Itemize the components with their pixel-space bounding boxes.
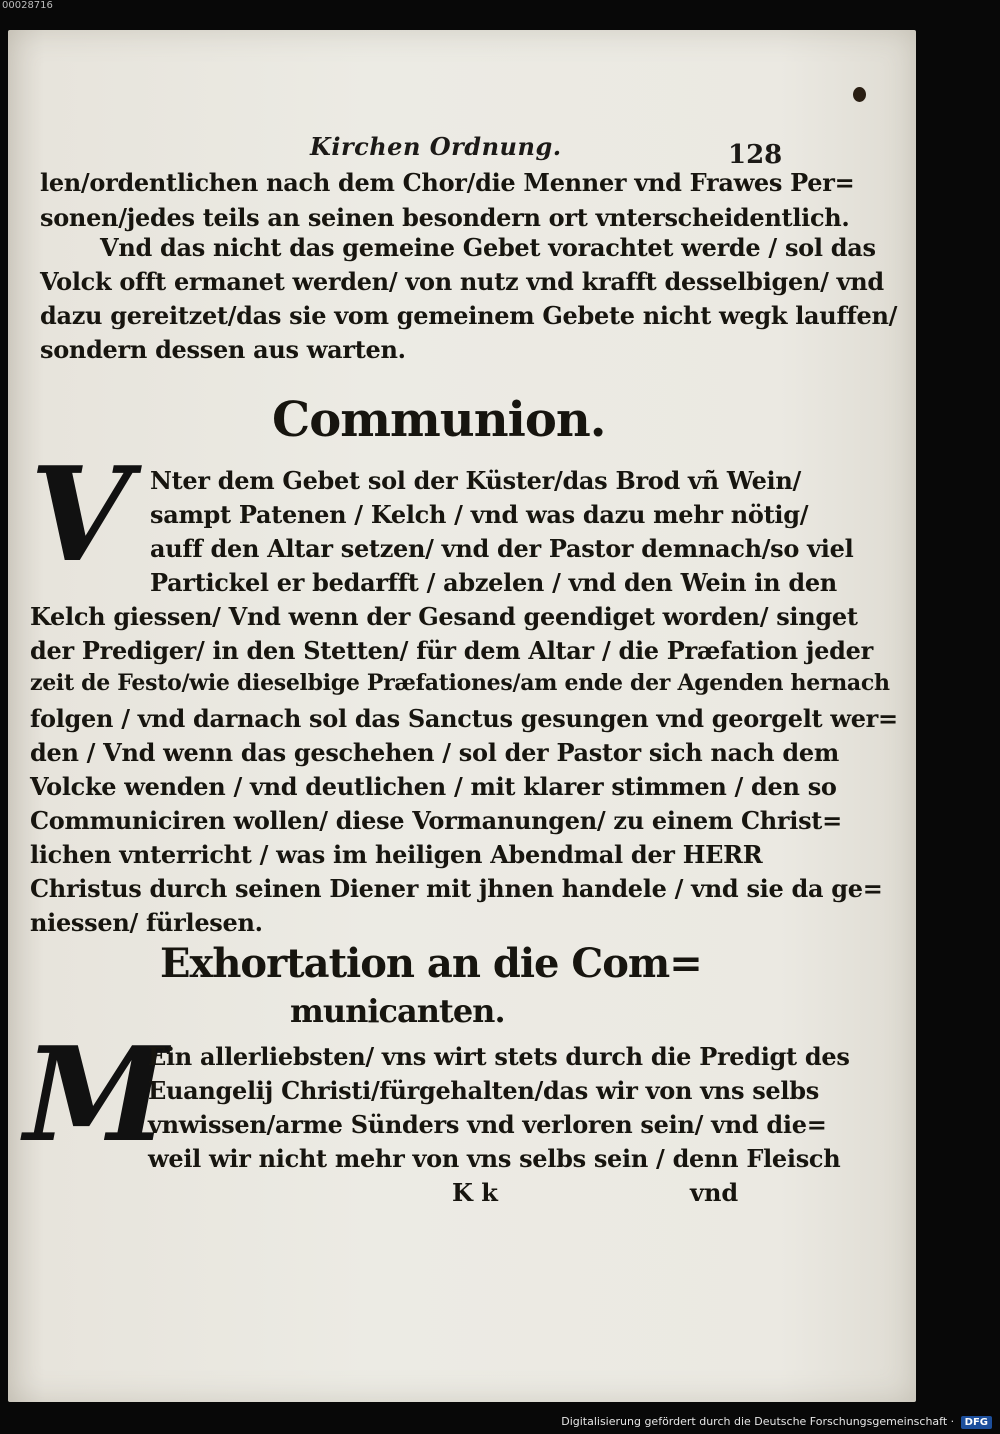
text-line: Partickel er bedarfft / abzelen / vnd den Wein in den bbox=[150, 568, 837, 597]
section-heading-exhortation: Exhortation an die Com= bbox=[160, 940, 702, 987]
digitization-credit: Digitalisierung gefördert durch die Deutsche Forschungsgemeinschaft · DFG bbox=[561, 1415, 992, 1429]
text-line: Volck offt ermanet werden/ von nutz vnd krafft desselbigen/ vnd bbox=[40, 267, 884, 296]
text-line: niessen/ fürlesen. bbox=[30, 908, 263, 937]
text-line: den / Vnd wenn das geschehen / sol der Pastor sich nach dem bbox=[30, 738, 839, 767]
text-line: zeit de Festo/wie dieselbige Præfationes/am ende der Agenden hernach bbox=[30, 670, 890, 696]
text-line: dazu gereitzet/das sie vom gemeinem Gebete nicht wegk lauffen/ bbox=[40, 301, 898, 330]
text-line: Euangelij Christi/fürgehalten/das wir von vns selbs bbox=[148, 1076, 819, 1105]
dfg-logo: DFG bbox=[961, 1416, 992, 1429]
text-line: der Prediger/ in den Stetten/ für dem Altar / die Præfation jeder bbox=[30, 636, 873, 665]
scan-id: 00028716 bbox=[2, 0, 53, 11]
text-line: sondern dessen aus warten. bbox=[40, 335, 406, 364]
paper-hole bbox=[853, 87, 866, 102]
text-line: Communiciren wollen/ diese Vormanungen/ zu einem Christ= bbox=[30, 806, 842, 835]
text-line: Kelch giessen/ Vnd wenn der Gesand geendiget worden/ singet bbox=[30, 602, 858, 631]
text-line: vnwissen/arme Sünders vnd verloren sein/ vnd die= bbox=[148, 1110, 827, 1139]
section-heading-communion: Communion. bbox=[272, 392, 606, 448]
drop-cap: V bbox=[30, 438, 131, 591]
text-line: lichen vnterricht / was im heiligen Abendmal der HERR bbox=[30, 840, 763, 869]
drop-cap: M bbox=[24, 1018, 168, 1171]
text-line: Volcke wenden / vnd deutlichen / mit klarer stimmen / den so bbox=[30, 772, 837, 801]
text-line: auff den Altar setzen/ vnd der Pastor demnach/so viel bbox=[150, 534, 854, 563]
catchword: vnd bbox=[690, 1178, 739, 1207]
credit-text: Digitalisierung gefördert durch die Deutsche Forschungsgemeinschaft bbox=[561, 1415, 948, 1428]
signature-mark: K k bbox=[452, 1178, 498, 1207]
section-heading-exhortation-cont: municanten. bbox=[290, 992, 505, 1030]
text-line: sampt Patenen / Kelch / vnd was dazu mehr nötig/ bbox=[150, 500, 809, 529]
text-line: Christus durch seinen Diener mit jhnen handele / vnd sie da ge= bbox=[30, 874, 883, 903]
text-line: Nter dem Gebet sol der Küster/das Brod vñ Wein/ bbox=[150, 466, 801, 495]
text-line: folgen / vnd darnach sol das Sanctus gesungen vnd georgelt wer= bbox=[30, 704, 898, 733]
page-number: 128 bbox=[728, 140, 783, 170]
text-line: Vnd das nicht das gemeine Gebet vorachtet werde / sol das bbox=[100, 233, 876, 262]
text-line: Ein allerliebsten/ vns wirt stets durch die Predigt des bbox=[148, 1042, 850, 1071]
running-head: Kirchen Ordnung. bbox=[310, 132, 562, 161]
text-line: len/ordentlichen nach dem Chor/die Menner vnd Frawes Per= bbox=[40, 168, 855, 197]
text-line: weil wir nicht mehr von vns selbs sein / denn Fleisch bbox=[148, 1144, 841, 1173]
text-line: sonen/jedes teils an seinen besondern ort vnterscheidentlich. bbox=[40, 203, 850, 232]
